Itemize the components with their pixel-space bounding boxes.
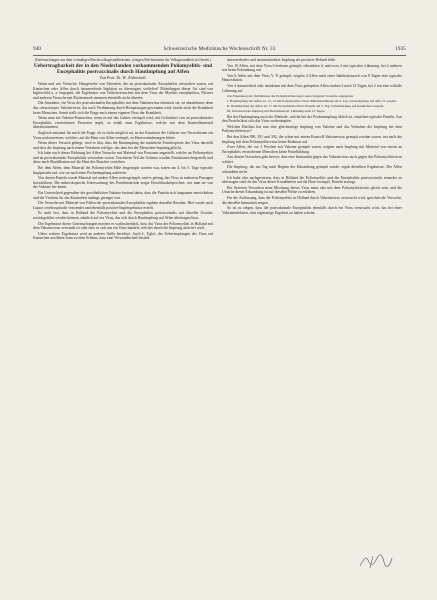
paragraph: Bei den Affen 390, 391 und 392, die schon mit einem Kontroll-Vakzinevirus geimpft worden waren, trat nach der Impfung mit dem Poliomyelitisvirus keine Reaktion auf. (222, 134, 402, 144)
paragraph: Wenn dieser Versuch gelingt, wird es klar, dass die Hautimpfung die natürliche Eintrittspforte des Virus darstellt und dass die Impfung nach einem Verfahren erfolgte, das dem bei der Menschen-Impfung gleicht. (33, 141, 213, 150)
left-column (33, 58, 213, 242)
paragraph: Wann und wie Versuche, Hirngewebe von Patienten, die an postvakzinaler Encephalitis verstorben waren, auf Kaninchen oder Affen durch intrazerebrale Injektion zu übertragen, verliefen? Mitteilungen dieser Art sind von Ingleschild u. a. begegnet; die Ergebnisse von Teilzeitversuchen mit dem Virus der Myelitis encephalitica, Flexner und anderen Versuche mit Rückenmark stimmen ebenfalls nicht überein. (33, 81, 213, 100)
paragraph: Zugleich entstand für mich die Frage, ob es nicht möglich sei, in der Emulsion der Gehirne von Verstorbenen ein Virus nachzuweisen, welches, auf die Haut von Affen verimpft, zu Hautveränderungen führte. (33, 130, 213, 140)
paragraph: III. Intrazerebrale Impfung mit Pustelmaterial: Lähmung nach 12 Tagen. (227, 109, 326, 114)
article-author: Von Prof. Dr. H. Aldershoff. (99, 75, 147, 81)
paragraph: Ueber weitere Ergebnisse wird an anderer Stelle berichtet. Auch L. Eglof, der Ueberimpfungen des Virus auf Kaninchen ausführte, kam zu dem Schluss, dass eine Verwandtschaft besteht. (33, 231, 213, 241)
article-intro: (Untersuchungen aus dem vormaligen Reichsvolksgesundheitsamt, jetzigen Reichsinstitut für Volksgesundheit in Utrecht.) (34, 58, 212, 62)
paragraph: Die Versuche mit Material von Fällen der postvakzinalen Encephalitis ergaben dasselbe Resultat. Hier wurde auch Liquor cerebrospinalis verwendet und ebenfalls positive Impfergebnisse erzielt. (33, 201, 213, 210)
paragraph: Ich habe also nachgewiesen, dass in Holland die Poliomyelitis und die Encephalitis postvaccinalis einander zu übertragen sind; da das Virus dieser Krankheiten auf die Haut verimpft, Pusteln erzeugt. (222, 175, 402, 185)
paragraph: Zur Erkennung der Verhältnisse der Poliomyelitiserreger seien folgende Versuche angegeben: (227, 94, 354, 99)
paragraph: Ich habe nach dieser Richtung bei Affen Versuche mit Material von Personen angestellt, welche an Poliomyelitis und an postvakzinaler Encephalitis verstorben waren. Von einem Teil der Gehirne wurden Emulsionen hergestellt und diese nach Skarifikation auf die Haut des Bauches verrieben. (33, 151, 213, 165)
handwritten-signature (356, 548, 396, 574)
paragraph: Bei dem Affen, dem Material der Poliomyelitis-Fälle eingeimpft worden war, traten am 4. bis 5. Tage typische Impfpusteln auf, wie sie nach einer Pockenimpfung auftreten. (33, 166, 213, 175)
paragraph: Wenn man ein Vakzine-Kaninchen, wenn es auf das Gehirn verimpft wird, mit Gehirnbrei von an postvakzinaler Encephalitis verstorbenen Personen impft, so erhält man Ergebnisse, welche mit dem Kontrollmaterial übereinstimmen. (33, 116, 213, 130)
paragraph: Es steht fest, dass in Holland die Poliomyelitis und die Encephalitis postvaccinalis auf dieselbe Ursache zurückgeführt werden können, nämlich auf ein Virus, das sich durch Hautimpfung auf Affen übertragen lässt. (33, 211, 213, 221)
paragraph: Für die Auffassung, dass die Poliomyelitis in Holland durch Vakzinevirus verursacht wird, sprechen die Versuche, die dieselbe Immunität zeigen. (222, 196, 402, 205)
right-body (222, 58, 402, 215)
paragraph: Aus diesen Versuchen geht hervor, dass eine Immunität gegen das Vakzinevirus auch gegen das Poliomyelitisvirus schützt. (222, 155, 402, 164)
paragraph: Die Impfung, die am Tag nach Beginn der Erkrankung geimpft wurde, ergab dieselben Ergebnisse. Die Affen erkrankten nicht. (222, 165, 402, 175)
paragraph: II. Hautimpfung der Affen 16, 17 mit Encephalitis-Virus: Pusteln am 5. Tag. Ueberimpfung auf Kaninchen: negativ. (227, 104, 385, 109)
paragraph: Die Annahme, ein Virus der postvakzinalen Encephalitis mit dem Vakzinevirus identisch sei, ist abzulehnen; denn das «neurotrope» Vakzinevirus, das nach Verdünnung durch Hirnpassagen gewonnen wird, macht nicht die Krankheit beim Menschen. Somit stellt sich die Frage nach einem eigenen Virus der Krankheit. (33, 101, 213, 115)
paragraph: Die Ergebnisse dieser Untersuchungen machen es wahrscheinlich, dass das Virus der Poliomyelitis in Holland mit dem Vakzinevirus verwandt ist oder dass es sich um ein Virus handelt, welches durch die Impfung aktiviert wird. (33, 221, 213, 231)
paragraph: Welchen Einfluss hat nun eine gleichzeitige Impfung von Vakzine und das Verhalten der Impfung bei dem Poliomyelitisvirus? (222, 124, 402, 134)
paragraph: Bei letzteren Versuchen neue Mischung dieses Virus muss also mit dem Poliomyelitisvirus gleich sein, und die Ursache dieser Erkrankung ist auf dieselbe Weise zu erklären. (222, 185, 402, 195)
article-title: Uebertragbarkeit der in den Niederlanden vorkommenden Poliomyelitis- und Encephalitis postvaccinalis durch Hautimpfung auf Affen (33, 63, 213, 76)
paragraph: Von 10 Affen, mit dem Virus-Cerebrum geimpft, erkrankten 4, und zwar 2 mit typischer Lähmung; bei 2 anderen trat keine Erkrankung auf. (222, 63, 402, 73)
paragraph: Zwei Affen, die vor 3 Wochen mit Vakzine geimpft waren, zeigten nach Impfung mit Material von einem an Encephalitis verstorbenen Menschen keine Pustelbildung. (222, 145, 402, 154)
paragraph: Von 6 Affen mit dem Virus V. P. geimpft, zeigten 4 Affen nach einer Inkubationszeit von 8 Tagen eine typische Hautreaktion. (222, 73, 402, 83)
page-number: 940 (33, 46, 42, 52)
paragraph: I. Hautimpfung der Affen 12, 13, 14 mit Poliomyelitis-Virus: Bläschenbildung am 4. Tag. Ueberimpfung auf Affe 15: positiv. (227, 99, 397, 104)
right-column (222, 58, 402, 216)
paragraph: So ist zu zeigen, dass die postvakzinale Encephalitis ebenfalls durch ein Virus verursacht wird, das bei einer Vakzineinfektion, eine eigenartige Ergebnis zu haben scheint. (222, 206, 402, 215)
paragraph: Bei der Hautimpfung nach der Methode, welche bei der Pockenimpfung üblich ist, entstehen typische Pusteln. Aus den Pusteln lässt sich das Virus weiterimpfen. (222, 114, 402, 124)
year: 1935 (395, 46, 406, 52)
paragraph: Von 4 intrazerebral oder intrakutan mit dem Virus geimpften Affen starben 2 nach 14 Tagen, bei 2 trat eine schlaffe Lähmung auf. (222, 83, 402, 93)
header-rule (33, 55, 406, 56)
paragraph: Von diesen Pusteln wurde Material auf andere Affen weitergeimpft, und es gelang, das Virus in mehreren Passagen fortzuführen. Die mikroskopische Untersuchung des Pustelmaterials zeigte Einschlusskörperchen, wie man sie von der Vakzine her kennt. (33, 176, 213, 190)
page-header (33, 46, 406, 55)
paragraph: Ein Unterschied gegenüber der gewöhnlichen Vakzine bestand darin, dass die Pusteln sich langsamer entwickelten und die Virulenz für das Kaninchen anfangs geringer war. (33, 191, 213, 200)
journal-title: Schweizerische Medizinische Wochenschrift Nr. 33 (163, 46, 276, 52)
paragraph: intrazerebraler und intramuskulärer Impfung ein positiver Befund fehlt. (227, 58, 336, 62)
left-body (33, 82, 213, 241)
